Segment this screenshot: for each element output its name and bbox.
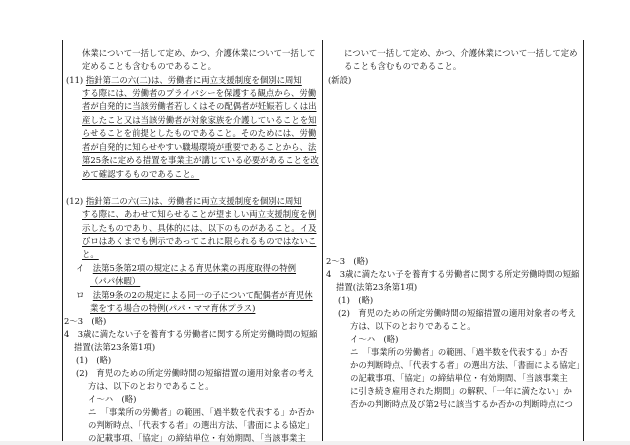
text-line: 第25条に定める措置を事業主が講じている必要があることを改 (82, 155, 319, 165)
text-line: 方は、以下のとおりであること。 (88, 381, 214, 391)
text-line: (1) (略) (338, 295, 374, 305)
text-line: らせることを前提としたものであること。そのためには、労働 (82, 128, 317, 138)
text-line: ることも含むものであること。 (344, 61, 462, 71)
text-line: 者が自発的に当該労働者若しくはその配偶者が妊娠若しくは出 (82, 101, 317, 111)
text-line: めて確認するものであること。 (82, 169, 200, 179)
text-line: 措置(法第23条第1項) (336, 282, 418, 292)
text-line: と。 (82, 249, 99, 259)
text-line: (11) 指針第二の六(二)は、労働者に両立支援制度を個別に周知 (66, 75, 302, 85)
text-line: 業をする場合の特例(パパ・ママ育休プラス) (90, 303, 256, 313)
text-line: 否かの判断時点及び第2号に該当するか否かの判断時点につ (350, 399, 573, 409)
text-line: の記載事項、「協定」の締結単位・有効期間、「当該事業主 (350, 373, 568, 383)
text-line: ニ 「事業所の労働者」の範囲、「過半数を代表する」か否か (88, 407, 315, 417)
text-line: (2) 育児のための所定労働時間の短縮措置の適用対象者の考え (76, 368, 314, 378)
text-line: （パパ休暇） (90, 276, 141, 286)
text-line: する際に、あわせて知らせることが望ましい両立支援制度を例 (82, 209, 317, 219)
text-line: 4 3歳に満たない子を養育する労働者に関する所定労働時間の短縮 (326, 269, 580, 279)
text-line: 方は、以下のとおりであること。 (350, 321, 476, 331)
text-line: (1) (略) (76, 355, 112, 365)
text-line: イ 法第5条第2項の規定による育児休業の再度取得の特例 (76, 263, 297, 273)
text-line: について一括して定め、かつ、介護休業について一括して定め (344, 48, 578, 58)
column-divider (322, 40, 323, 441)
text-line: の記載事項、「協定」の締結単位・有効期間、「当該事業主 (88, 433, 306, 443)
text-line: 定めることも含むものであること。 (82, 61, 216, 71)
text-line: (新設) (328, 75, 352, 85)
text-line: 示したものであり、具体的には、以下のものがあること。イ及 (82, 223, 317, 233)
text-line: する際には、労働者のプライバシーを保護する観点から、労働 (82, 88, 317, 98)
text-line: (2) 育児のための所定労働時間の短縮措置の適用対象者の考え (338, 308, 576, 318)
text-line: 4 3歳に満たない子を養育する労働者に関する所定労働時間の短縮 (64, 329, 318, 339)
text-line: かの判断時点、「代表する者」の選出方法、「書面による協定」 (350, 360, 585, 370)
text-line: ニ 「事業所の労働者」の範囲、「過半数を代表する」か否 (350, 347, 568, 357)
text-line: びロはあくまでも例示であってこれに限られるものではないこ (82, 236, 317, 246)
text-line: 休業について一括して定め、かつ、介護休業について一括して (82, 48, 316, 58)
text-line: 2～3 (略) (64, 316, 107, 326)
text-line: に引き続き雇用された期間」の解釈、「一年に満たない」か (350, 386, 572, 396)
text-line: イ～ハ (略) (88, 394, 137, 404)
text-line: ロ 法第9条の2の規定による同一の子について配偶者が育児休 (76, 290, 313, 300)
text-line: (12) 指針第二の六(三)は、労働者に両立支援制度を個別に周知 (66, 196, 302, 206)
text-line: 産したこと又は当該労働者が対象家族を介護していることを知 (82, 115, 317, 125)
text-line: イ～ハ (略) (350, 334, 399, 344)
text-line: 2～3 (略) (326, 256, 369, 266)
text-line: の判断時点、「代表する者」の選出方法、「書面による協定」 (88, 420, 315, 430)
text-line: 者が自発的に知らせやすい職場環境が重要であることから、法 (82, 142, 317, 152)
text-line: 措置(法第23条第1項) (74, 342, 156, 352)
